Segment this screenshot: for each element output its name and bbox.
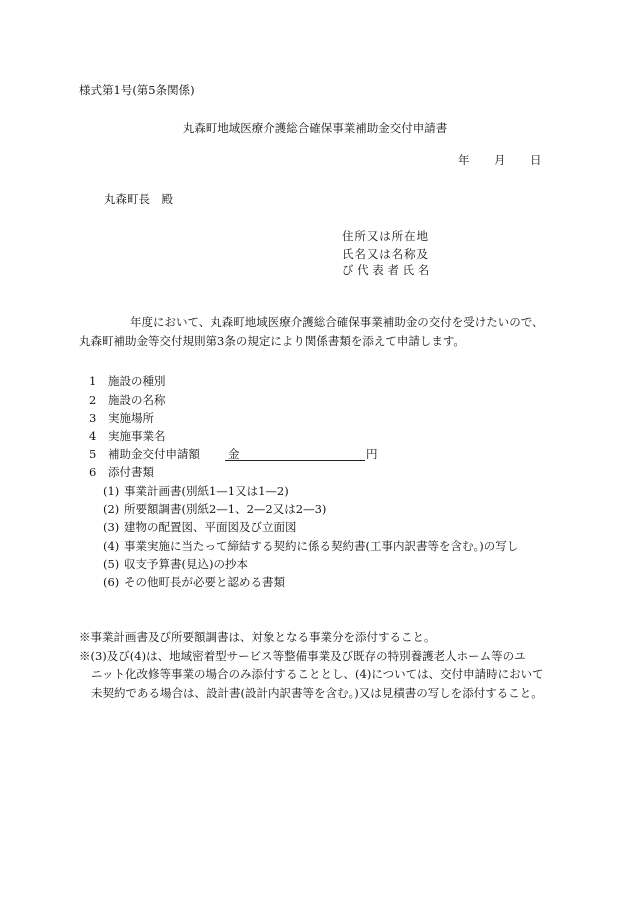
date-year: 年 bbox=[458, 153, 470, 167]
attachment-number: (5) bbox=[103, 557, 120, 571]
date-month: 月 bbox=[494, 153, 506, 167]
attachment-label: 事業実施に当たって締結する契約に係る契約書(工事内訳書等を含む。)の写し bbox=[124, 539, 519, 553]
item-number: 1 bbox=[89, 374, 97, 388]
attachment-label: その他町長が必要と認める書類 bbox=[124, 575, 285, 589]
applicant-name-label-line2: び 代 表 者 氏 名 bbox=[342, 263, 430, 277]
addressee: 丸森町長 殿 bbox=[104, 192, 173, 206]
item-label: 施設の種別 bbox=[108, 374, 166, 388]
body-line-2: 丸森町補助金等交付規則第3条の規定により関係書類を添えて申請します。 bbox=[79, 334, 465, 348]
item-label: 施設の名称 bbox=[108, 393, 166, 407]
form-number: 様式第1号(第5条関係) bbox=[79, 83, 195, 97]
applicant-name-label-line1: 氏名又は名称及 bbox=[342, 247, 428, 261]
item-label: 実施事業名 bbox=[108, 429, 166, 443]
list-item bbox=[0, 464, 630, 480]
attachment-label: 事業計画書(別紙1—1又は1—2) bbox=[124, 484, 289, 498]
item-number: 4 bbox=[89, 429, 97, 443]
attachment-number: (4) bbox=[103, 539, 120, 553]
attachment-number: (3) bbox=[103, 520, 120, 534]
item-label: 補助金交付申請額 bbox=[108, 447, 200, 461]
attachment-label: 所要額調書(別紙2—1、2—2又は2—3) bbox=[124, 502, 327, 516]
item-label: 添付書類 bbox=[108, 465, 154, 479]
item-number: 2 bbox=[89, 393, 97, 407]
item-number: 6 bbox=[89, 465, 97, 479]
attachment-label: 建物の配置図、平面図及び立面図 bbox=[124, 520, 297, 534]
applicant-address-label: 住所又は所在地 bbox=[342, 229, 428, 243]
amount-suffix: 円 bbox=[366, 447, 378, 461]
attachment-number: (1) bbox=[103, 484, 120, 498]
attachment-item bbox=[0, 574, 630, 590]
item-number: 3 bbox=[89, 411, 97, 425]
date-day: 日 bbox=[530, 153, 542, 167]
item-label: 実施場所 bbox=[108, 411, 154, 425]
attachment-number: (6) bbox=[103, 575, 120, 589]
attachment-number: (2) bbox=[103, 502, 120, 516]
body-line-1: 年度において、丸森町地域医療介護総合確保事業補助金の交付を受けたいので、 bbox=[130, 315, 544, 329]
attachment-item bbox=[0, 556, 630, 572]
list-item bbox=[0, 428, 630, 444]
list-item bbox=[0, 373, 630, 389]
list-item bbox=[0, 410, 630, 426]
attachment-item bbox=[0, 538, 630, 554]
attachment-item bbox=[0, 501, 630, 517]
document-title: 丸森町地域医療介護総合確保事業補助金交付申請書 bbox=[182, 121, 448, 135]
note-line-3: ニット化改修等事業の場合のみ添付することとし、(4)については、交付申請時において bbox=[91, 667, 544, 681]
attachment-item bbox=[0, 483, 630, 499]
item-number: 5 bbox=[89, 447, 97, 461]
amount-prefix: 金 bbox=[228, 447, 240, 461]
attachment-item bbox=[0, 519, 630, 535]
attachment-label: 収支予算書(見込)の抄本 bbox=[124, 557, 248, 571]
amount-blank-underline bbox=[225, 460, 365, 461]
list-item bbox=[0, 392, 630, 408]
note-line-4: 未契約である場合は、設計書(設計内訳書等を含む。)又は見積書の写しを添付すること。 bbox=[91, 686, 543, 700]
note-line-2: ※(3)及び(4)は、地域密着型サービス等整備事業及び既存の特別養護老人ホーム等のユ bbox=[79, 649, 526, 663]
note-line-1: ※事業計画書及び所要額調書は、対象となる事業分を添付すること。 bbox=[79, 630, 436, 644]
